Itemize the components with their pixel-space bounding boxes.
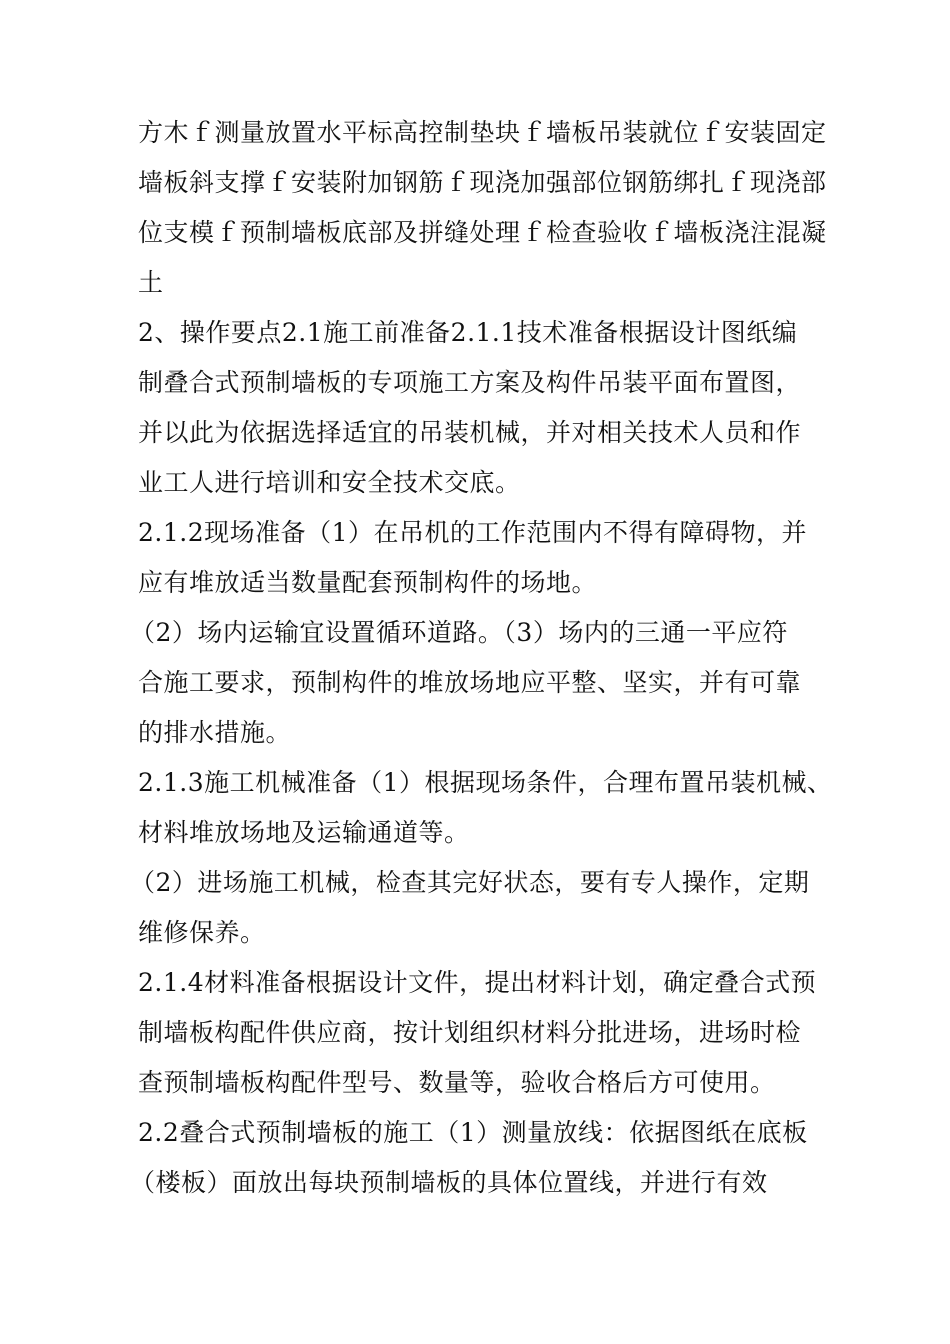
text-line: 维修保养。 [138,918,266,947]
paragraph-machinery-inspection [130,858,828,958]
text-line: 查预制墙板构配件型号、数量等，验收合格后方可使用。 [138,1068,776,1097]
text-line: 2.1.2现场准备（1）在吊机的工作范围内不得有障碍物，并 [138,518,808,547]
text-line: 合施工要求，预制构件的堆放场地应平整、坚实，并有可靠 [138,668,802,697]
document-body [130,108,833,1208]
text-line: 2.2叠合式预制墙板的施工（1）测量放线：依据图纸在底板 [138,1118,808,1147]
paragraph-operation-points [138,308,828,508]
text-line: 土 [138,268,164,297]
text-line: 的排水措施。 [138,718,292,747]
paragraph-machinery-preparation [138,758,833,858]
text-line: （2）进场施工机械，检查其完好状态，要有专人操作，定期 [130,868,810,897]
paragraph-material-preparation [138,958,828,1108]
paragraph-site-preparation [138,508,828,608]
text-line: 2.1.3施工机械准备（1）根据现场条件，合理布置吊装机械、 [138,768,833,797]
text-line: （楼板）面放出每块预制墙板的具体位置线，并进行有效 [130,1168,768,1197]
text-line: 墙板斜支撑ｆ安装附加钢筋ｆ现浇加强部位钢筋绑扎ｆ现浇部 [138,168,827,197]
text-line: 位支模ｆ预制墙板底部及拼缝处理ｆ检查验收ｆ墙板浇注混凝 [138,218,827,247]
text-line: 并以此为依据选择适宜的吊装机械，并对相关技术人员和作 [138,418,802,447]
text-line: 应有堆放适当数量配套预制构件的场地。 [138,568,598,597]
text-line: 制叠合式预制墙板的专项施工方案及构件吊装平面布置图， [138,368,802,397]
paragraph-process-flow [138,108,828,308]
text-line: 材料堆放场地及运输通道等。 [138,818,470,847]
paragraph-wall-construction [130,1108,828,1208]
text-line: 方木ｆ测量放置水平标高控制垫块ｆ墙板吊装就位ｆ安装固定 [138,118,827,147]
text-line: （2）场内运输宜设置循环道路。（3）场内的三通一平应符 [130,618,788,647]
paragraph-site-transport [130,608,828,758]
text-line: 2.1.4材料准备根据设计文件，提出材料计划，确定叠合式预 [138,968,817,997]
text-line: 业工人进行培训和安全技术交底。 [138,468,521,497]
text-line: 2、操作要点2.1施工前准备2.1.1技术准备根据设计图纸编 [138,318,798,347]
text-line: 制墙板构配件供应商，按计划组织材料分批进场，进场时检 [138,1018,802,1047]
